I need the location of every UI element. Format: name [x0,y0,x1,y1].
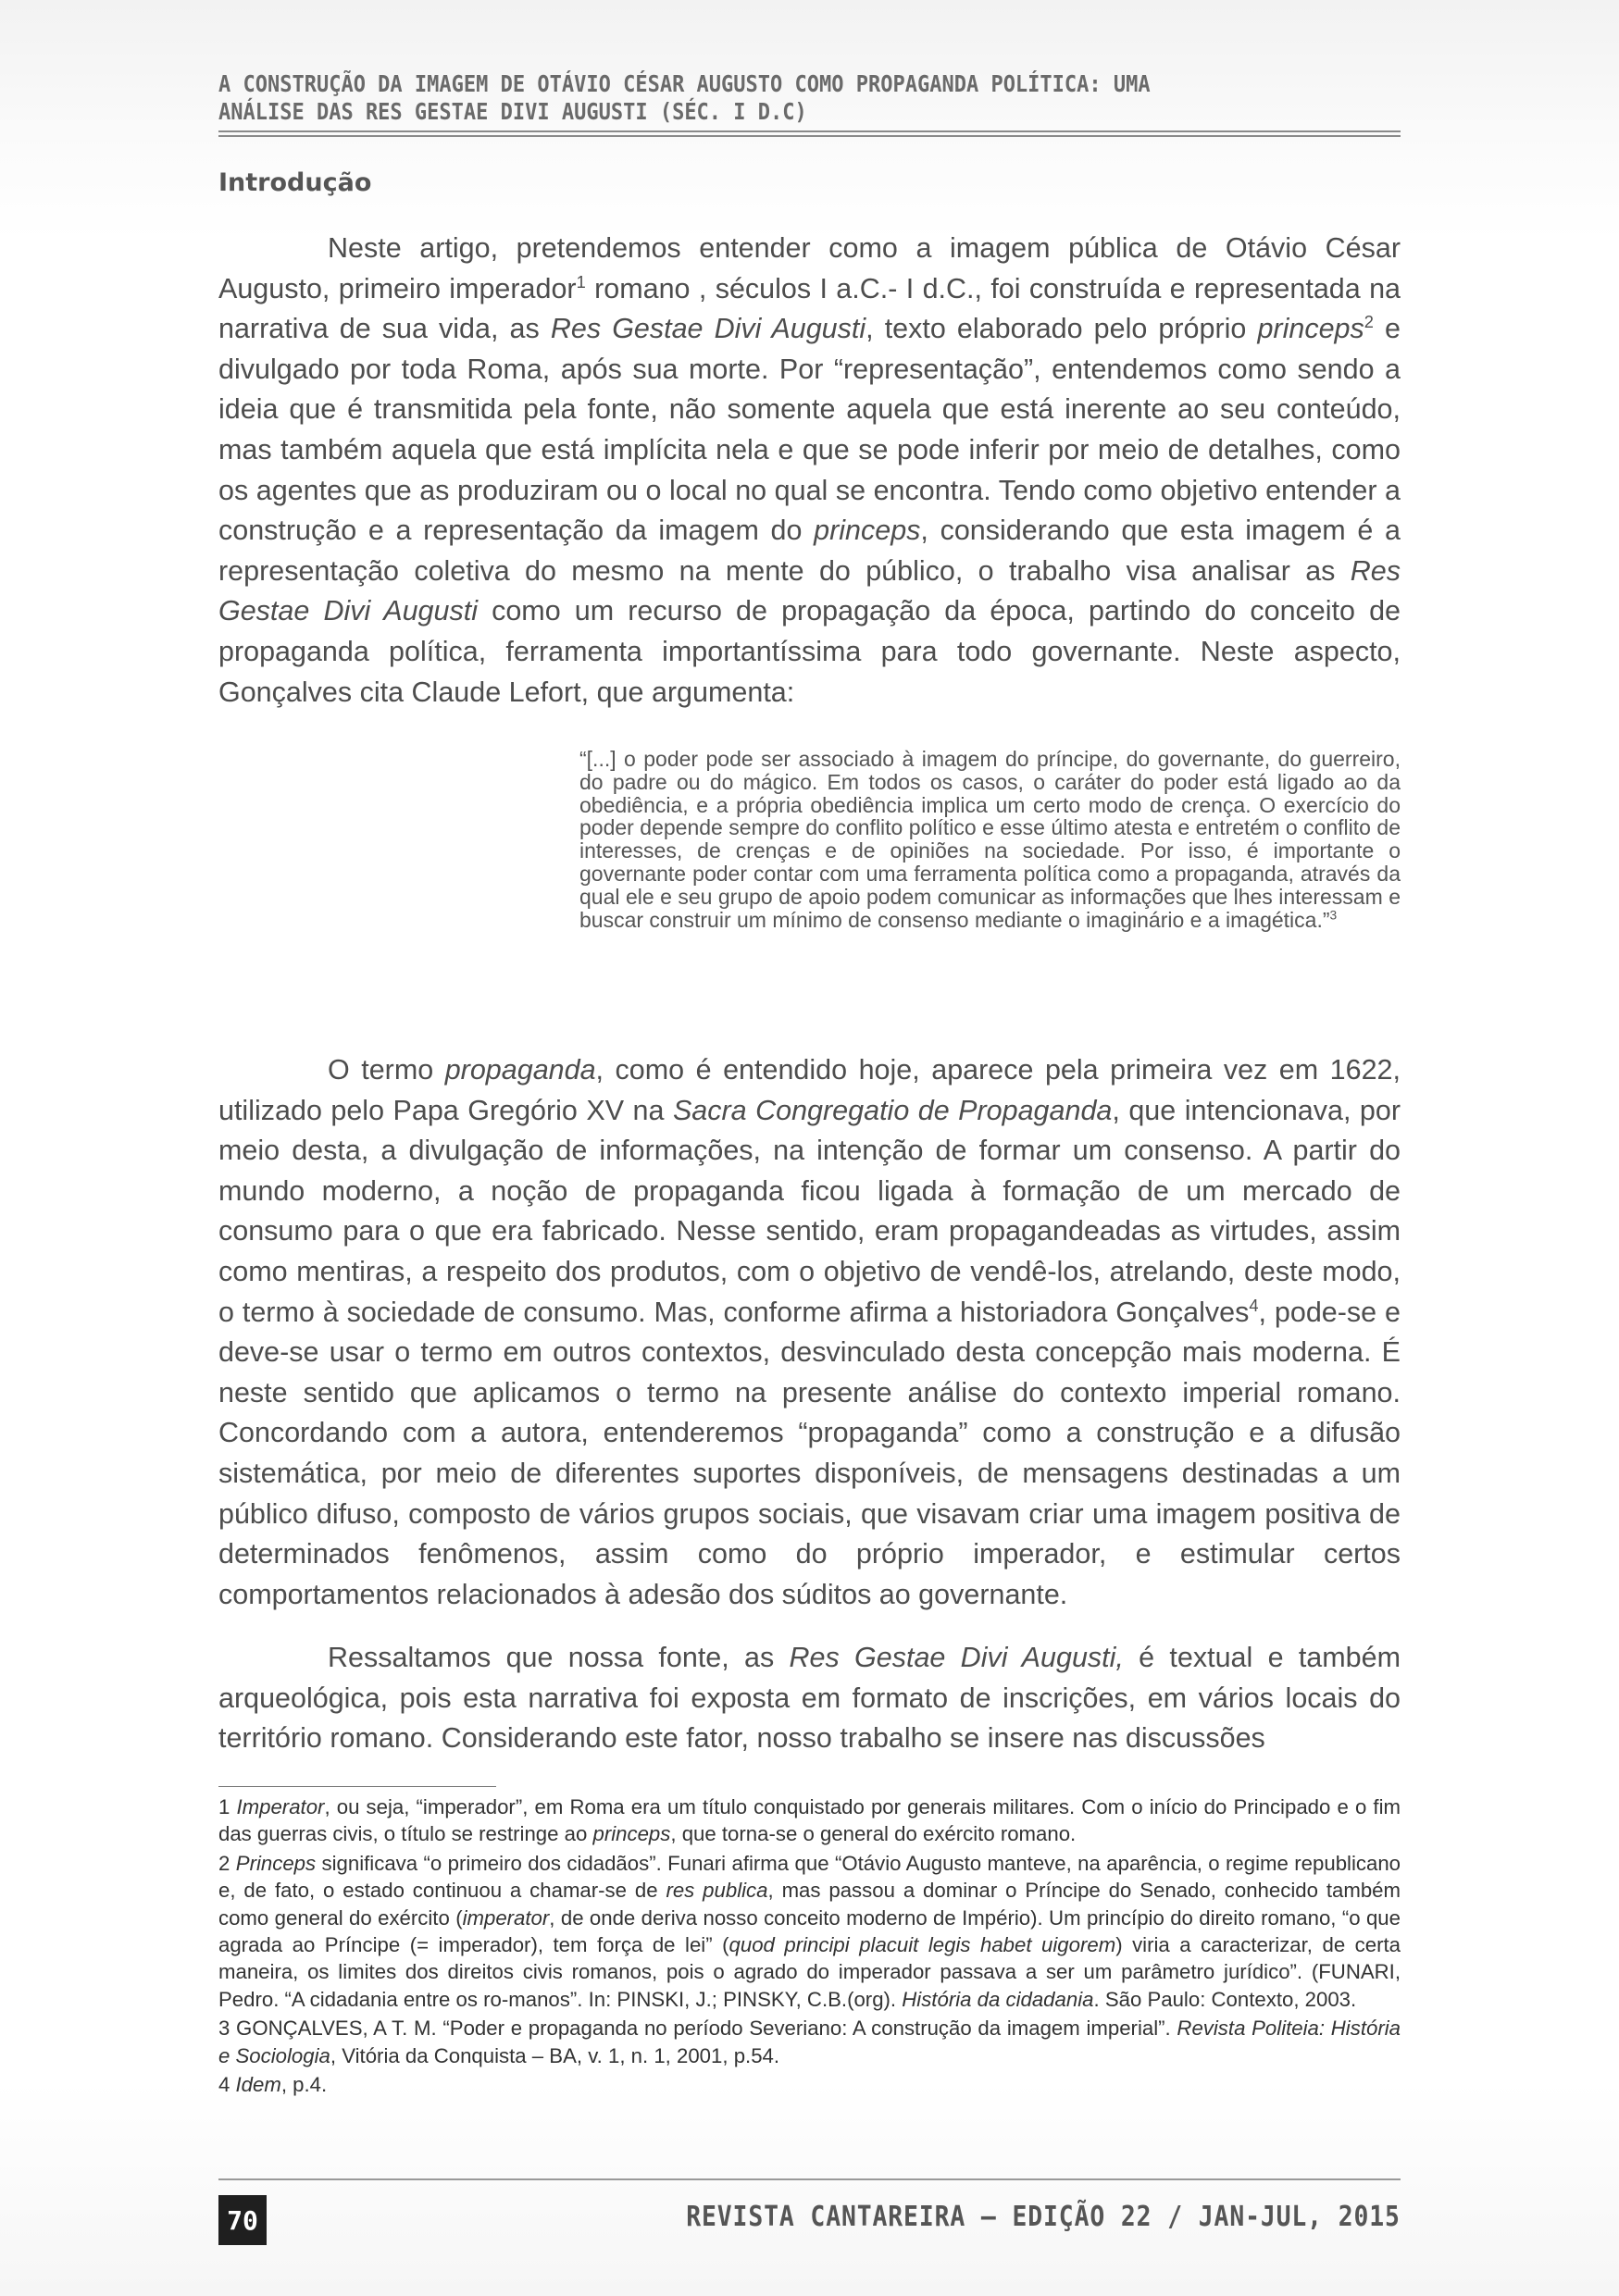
italic-run: Sacra Congregatio de Propaganda [672,1094,1113,1126]
footnote-ref-2[interactable]: 2 [1364,312,1374,332]
text-run: , texto elaborado pelo próprio [866,313,1258,345]
text-run: , como é entendido hoje, aparece pela primeira vez em 1622, utilizado pelo Papa Gregório XV na [218,1054,1401,1126]
italic-run: Res Gestae Divi Augusti, [789,1642,1124,1673]
footnote-1: 1 Imperator, ou seja, “imperador”, em Roma era um título conquistado por generais militares. Com o início do Principado e o fim das guerras civis, o título se restringe ao princeps, que torna-se o general do exército romano. [218,1795,1401,1846]
text-run: é textual e também arqueológica, pois esta narrativa foi exposta em formato de inscrições, em vários locais do território romano. Considerando este fator, nosso trabalho se insere nas discussões [218,1642,1401,1755]
text-run: romano , séculos I a.C.- I d.C., foi construída e representada na narrativa de sua vida, as [218,272,1401,345]
text-run: , pode-se e deve-se usar o termo em outros contextos, desvinculado desta concepção mais moderna. É neste sentido que aplicamos o termo na presente análise do contexto imperial romano. Concordando com a autora, entenderemos “propaganda” como a construção e a difusão sistemática, por meio de diferentes suportes disponíveis, de mensagens destinadas a um público difuso, composto de vários grupos sociais, que visavam criar uma imagem positiva de determinados fenômenos, assim como do próprio imperador, e estimular certos comportamentos relacionados à adesão dos súditos ao governante. [218,1296,1401,1610]
footer-rule [218,2178,1401,2180]
italic-run: propaganda [444,1054,596,1086]
section-title: Introdução [218,168,372,197]
header-rule-top [218,130,1401,132]
text-run: , que intencionava, por meio desta, a divulgação de informações, na intenção de formar um consenso. A partir do mundo moderno, a noção de propaganda ficou ligada à formação de um mercado de consumo para o que era fabricado. Nesse sentido, eram propagandeadas as virtudes, assim como mentiras, a respeito dos produtos, com o objetivo de vendê-los, atrelando, deste modo, o termo à sociedade de consumo. Mas, conforme afirma a historiadora Gonçalves [218,1094,1401,1328]
running-title [218,70,1261,126]
body-paragraph-3 [218,1638,1401,1759]
text-run: Ressaltamos que nossa fonte, as [328,1642,790,1673]
text-run: e divulgado por toda Roma, após sua morte. Por “representação”, entendemos como sendo a ideia que é transmitida pela fonte, não somente aquela que está inerente ao seu conteúdo, mas também aquela que está implícita nela e que se pode inferir por meio de detalhes, como os agentes que as produziram ou o local no qual se encontra. Tendo como objetivo entender a construção e a representação da imagem do [218,313,1401,547]
journal-footer: REVISTA CANTAREIRA – EDIÇÃO 22 / JAN-JUL, 2015 [686,2201,1401,2233]
text-run: como um recurso de propagação da época, partindo do conceito de propaganda política, ferramenta importantíssima para todo governante. Neste aspecto, Gonçalves cita Claude Lefort, que argumenta: [218,595,1401,708]
italic-run: princeps [1257,313,1364,345]
running-title-line-1: A CONSTRUÇÃO DA IMAGEM DE OTÁVIO CÉSAR AUGUSTO COMO PROPAGANDA POLÍTICA: UMA [218,70,1151,97]
text-run: O termo [328,1054,445,1086]
footnote-ref-4[interactable]: 4 [1249,1295,1259,1315]
page-number: 70 [218,2195,267,2245]
body-paragraph-2 [218,1050,1401,1615]
body-paragraph-1 [218,229,1401,713]
running-title-line-2: ANÁLISE DAS RES GESTAE DIVI AUGUSTI (SÉC. I D.C) [218,98,807,125]
text-run: , considerando que esta imagem é a representação coletiva do mesmo na mente do público, o trabalho visa analisar as [218,515,1401,587]
quote-text: “[...] o poder pode ser associado à imagem do príncipe, do governante, do guerreiro, do padre ou do mágico. Em todos os casos, o caráter do poder está ligado ao da obediência, e a própria obediência implica um certo modo de crença. O exercício do poder depende sempre do conflito político e esse último atesta e entretém o conflito de interesses, de crenças e de opiniões na sociedade. Por isso, é importante o governante poder contar com uma ferramenta política como a propaganda, através da qual ele e seu grupo de apoio podem comunicar as informações que lhes interessam e buscar construir um mínimo de consenso mediante o imaginário e a imagética.” [579,747,1401,932]
italic-run: princeps [814,515,921,547]
block-quote [579,748,1401,931]
footnote-3: 3 GONÇALVES, A T. M. “Poder e propaganda no período Severiano: A construção da imagem imperial”. Revista Politeia: História e Sociologia, Vitória da Conquista – BA, v. 1, n. 1, 2001, p.54. [218,2017,1401,2067]
italic-run: Res Gestae Divi Augusti [218,554,1401,627]
footnote-4: 4 Idem, p.4. [218,2073,328,2097]
footnote-ref-3[interactable]: 3 [1329,907,1338,922]
footnote-rule [218,1786,496,1787]
text-run: Neste artigo, pretendemos entender como a imagem pública de Otávio César Augusto, primeiro imperador [218,232,1401,304]
footnote-2: 2 Princeps significava “o primeiro dos cidadãos”. Funari afirma que “Otávio Augusto manteve, na aparência, o regime republicano e, de fato, o estado continuou a chamar-se de res publica, mas passou a dominar o Príncipe do Senado, conhecido também como general do exército (imperator, de onde deriva nosso conceito moderno de Império). Um princípio do direito romano, “o que agrada ao Príncipe (= imperador), tem força de lei” (quod principi placuit legis habet uigorem) viria a caracterizar, de certa maneira, os limites dos direitos civis romanos, pois o agrado do imperador passava a ser um parâmetro jurídico”. (FUNARI, Pedro. “A cidadania entre os ro-manos”. In: PINSKI, J.; PINSKY, C.B.(org). História da cidadania. São Paulo: Contexto, 2003. [218,1851,1401,2011]
italic-run: Res Gestae Divi Augusti [550,313,866,345]
footnote-ref-1[interactable]: 1 [576,271,586,292]
header-rule-bottom [218,135,1401,137]
footnotes [218,1793,1401,2100]
